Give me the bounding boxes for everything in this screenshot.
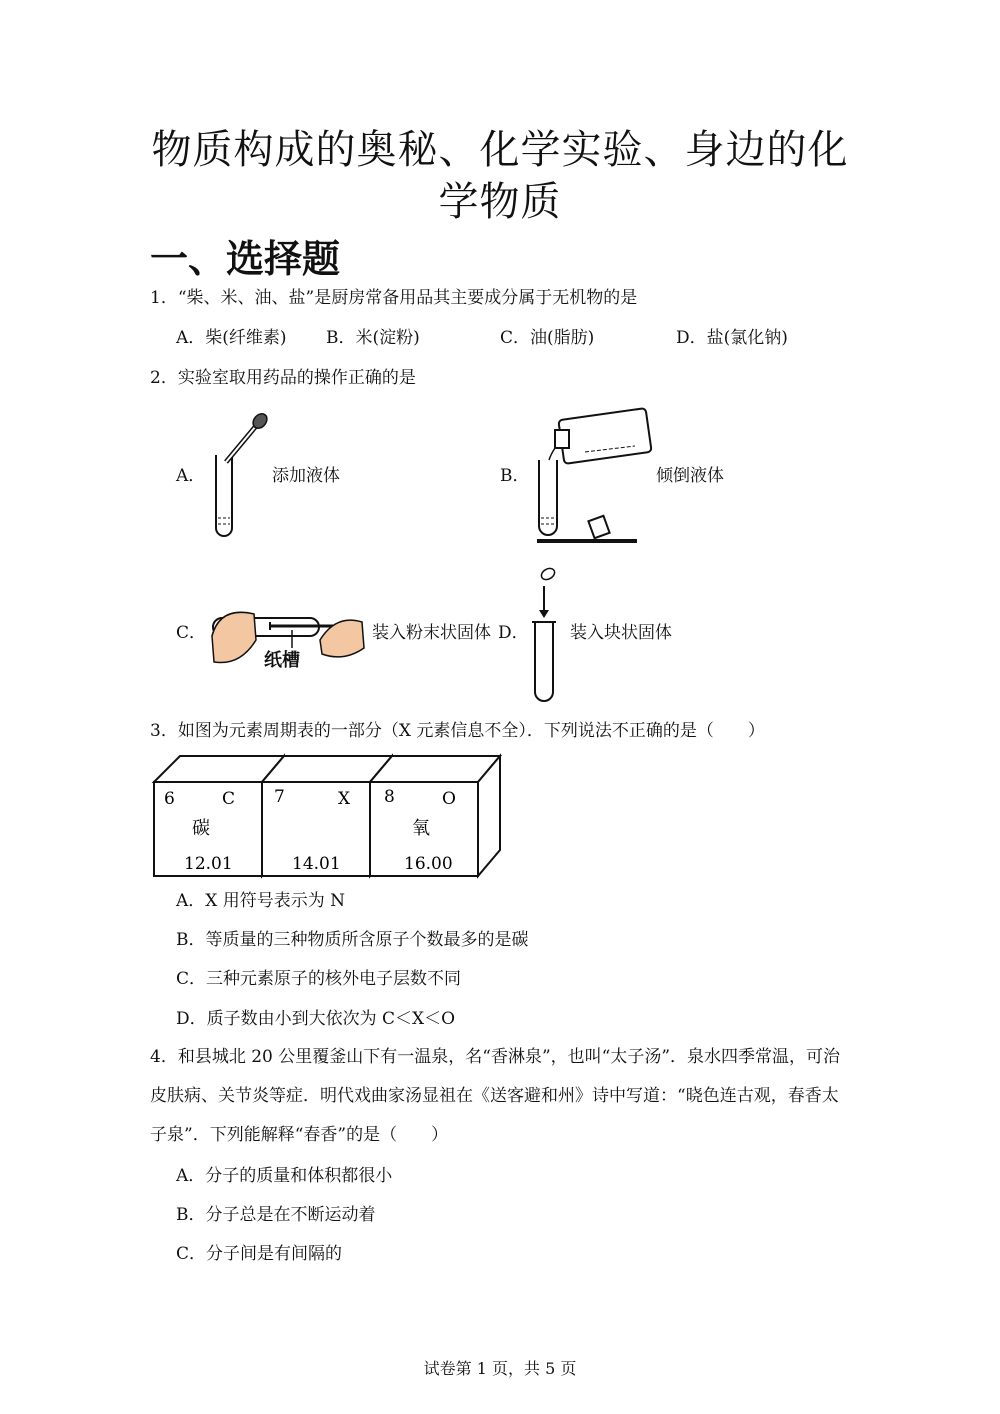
q1-option-b: B．米(淀粉) bbox=[326, 328, 420, 348]
q3-option-b: B．等质量的三种物质所含原子个数最多的是碳 bbox=[176, 930, 529, 950]
q1-option-d: D．盐(氯化钠) bbox=[676, 328, 788, 348]
solid-block-test-tube-figure bbox=[525, 562, 565, 707]
paper-trough-label: 纸槽 bbox=[264, 650, 300, 671]
q3-option-a: A．X 用符号表示为 N bbox=[176, 891, 346, 911]
q3-option-c: C．三种元素原子的核外电子层数不同 bbox=[176, 969, 462, 989]
periodic-table-fragment bbox=[150, 752, 502, 880]
page-title-line2: 学物质 bbox=[438, 179, 562, 225]
q1-stem: 1．“柴、米、油、盐”是厨房常备用品其主要成分属于无机物的是 bbox=[150, 288, 638, 308]
q2-stem: 2．实验室取用药品的操作正确的是 bbox=[150, 368, 416, 388]
q2-caption-a: 添加液体 bbox=[272, 466, 340, 486]
section-heading: 一、选择题 bbox=[150, 237, 341, 281]
q2-caption-d: 装入块状固体 bbox=[570, 623, 672, 643]
page-title-line1: 物质构成的奥秘、化学实验、身边的化 bbox=[151, 127, 849, 173]
q4-option-a: A．分子的质量和体积都很小 bbox=[176, 1166, 393, 1186]
carbon-atomic-number: 6 bbox=[164, 789, 175, 809]
q2-letter-b: B． bbox=[500, 466, 530, 486]
page-footer: 试卷第 1 页，共 5 页 bbox=[423, 1359, 577, 1378]
dropper-test-tube-figure bbox=[200, 410, 280, 545]
q2-letter-a: A． bbox=[176, 466, 206, 486]
x-mass: 14.01 bbox=[292, 854, 341, 874]
q3-stem: 3．如图为元素周期表的一部分（X 元素信息不全）．下列说法不正确的是（ ） bbox=[150, 721, 765, 741]
q2-letter-d: D． bbox=[498, 623, 529, 643]
x-atomic-number: 7 bbox=[274, 787, 285, 807]
oxygen-symbol: O bbox=[442, 789, 456, 809]
q4-stem: 4．和县城北 20 公里覆釜山下有一温泉，名“香淋泉”，也叫“太子汤”．泉水四季常温，可治皮肤病、关节炎等症．明代戏曲家汤显祖在《送客避和州》诗中写道：“晓色连古观，春香太子泉”．下列能解释“春香”的是（ ） bbox=[150, 1047, 841, 1145]
oxygen-name: 氧 bbox=[412, 818, 430, 839]
oxygen-atomic-number: 8 bbox=[384, 787, 395, 807]
carbon-symbol: C bbox=[222, 789, 236, 809]
x-symbol: X bbox=[338, 789, 351, 809]
carbon-name: 碳 bbox=[192, 818, 210, 839]
q3-option-d: D．质子数由小到大依次为 C＜X＜O bbox=[176, 1009, 456, 1029]
q4-option-c: C．分子间是有间隔的 bbox=[176, 1244, 343, 1264]
q4-option-b: B．分子总是在不断运动着 bbox=[176, 1205, 376, 1225]
q2-caption-c: 装入粉末状固体 bbox=[372, 623, 491, 643]
q1-option-a: A．柴(纤维素) bbox=[176, 328, 287, 348]
pouring-liquid-figure bbox=[525, 408, 655, 548]
oxygen-mass: 16.00 bbox=[404, 854, 453, 874]
carbon-mass: 12.01 bbox=[184, 854, 233, 874]
q2-letter-c: C． bbox=[176, 623, 207, 643]
q1-option-c: C．油(脂肪) bbox=[500, 328, 595, 348]
q2-caption-b: 倾倒液体 bbox=[656, 466, 724, 486]
